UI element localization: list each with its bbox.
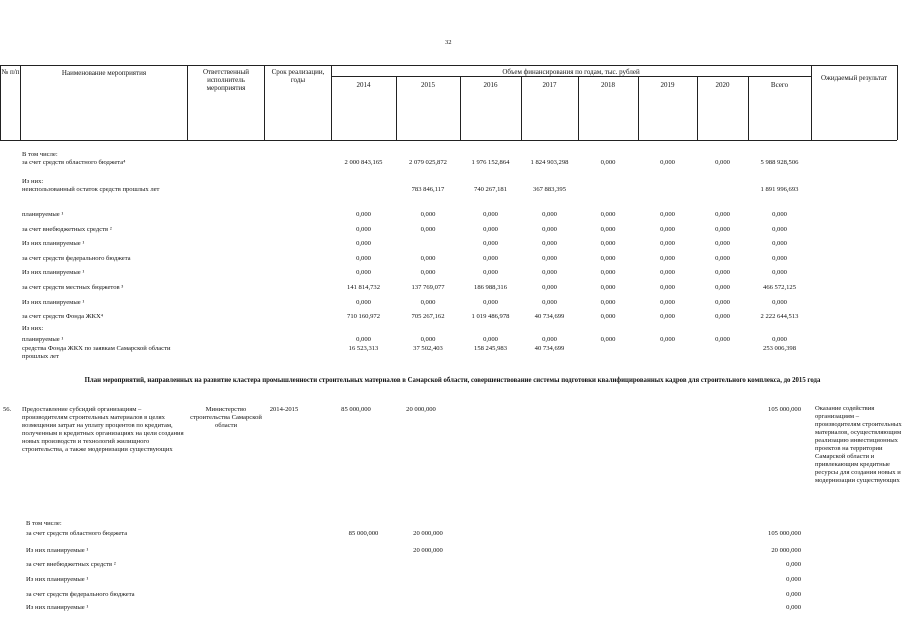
row-value: 0,000	[542, 211, 557, 218]
row-label: за счет средств федерального бюджета	[26, 591, 135, 598]
row-value: 0,000	[715, 269, 730, 277]
row-label: Из них планируемые ¹	[26, 576, 89, 583]
row-label: за счет средств Фонда ЖКХ⁴	[22, 313, 104, 321]
item-executor: Министерство строительства Самарской области	[190, 406, 262, 429]
row-value: 0,000	[660, 159, 675, 166]
row-value: 0,000	[483, 298, 498, 306]
item-result: Оказание содействия организациям – производителям строительных материалов, осуществляющим реализацию инвестиционных проектов на территории Самарской области и привлекающим кредитные ресурсы для создания новых и модернизации существующих	[815, 405, 902, 484]
row-label: за счет средств областного бюджета⁴	[22, 159, 126, 166]
row-value: 5 988 928,506	[760, 159, 799, 166]
row-label: средства Фонда ЖКХ по заявкам Самарской области прошлых лет	[22, 345, 171, 360]
row-value: 0,000	[356, 240, 371, 248]
row-value: 0,000	[772, 211, 787, 218]
row-total: 0,000	[786, 576, 801, 583]
row-value: 0,000	[420, 211, 436, 218]
col-name-header: Наименование мероприятия	[61, 69, 147, 77]
row-value: 0,000	[772, 254, 787, 262]
row-value: 0,000	[660, 313, 675, 321]
row-value: 0,000	[483, 269, 498, 277]
row-value: 0,000	[772, 269, 787, 277]
row-value: 37 502,403	[413, 345, 443, 352]
row-total: 0,000	[786, 591, 801, 598]
row-label: неиспользованный остаток средств прошлых лет	[22, 186, 160, 193]
row-value: 0,000	[600, 313, 616, 321]
row-value: 85 000,000	[348, 530, 379, 537]
col-finance-header: Объем финансирования по годам, тыс. рублей	[502, 68, 640, 76]
row-value: 0,000	[600, 298, 616, 306]
row-value: 158 245,983	[474, 345, 507, 352]
row-value: 2 222 644,513	[760, 313, 799, 321]
row-value: 0,000	[542, 336, 557, 343]
row-value: 0,000	[660, 298, 675, 306]
row-value: 0,000	[542, 298, 557, 306]
row-label: за счет внебюджетных средств ²	[22, 225, 112, 233]
row-label: В том числе:	[22, 151, 58, 158]
row-value: 0,000	[542, 225, 557, 233]
row-value: 466 572,125	[763, 284, 796, 291]
row-value: 0,000	[356, 211, 371, 218]
row-label: за счет средств федерального бюджета	[22, 254, 131, 262]
row-value: 0,000	[420, 298, 436, 306]
row-value: 0,000	[356, 254, 371, 262]
row-label: Из них планируемые ¹	[26, 547, 89, 554]
row-value: 1 019 486,978	[471, 313, 510, 321]
row-value: 0,000	[715, 159, 730, 166]
row-value: 0,000	[600, 284, 616, 291]
row-value: 740 267,181	[474, 186, 507, 193]
year-header: 2014	[356, 81, 371, 89]
row-value: 0,000	[420, 225, 436, 233]
row-value: 0,000	[660, 269, 675, 277]
row-value: 0,000	[600, 225, 616, 233]
row-value: 40 734,699	[534, 345, 565, 352]
row-label: за счет средств местных бюджетов ³	[22, 284, 124, 291]
row-value: 16 523,313	[348, 345, 379, 352]
row-value: 141 814,732	[347, 284, 380, 291]
row-value: 0,000	[715, 336, 730, 343]
row-value: 0,000	[660, 284, 675, 291]
row-value: 0,000	[542, 269, 557, 277]
row-value: 0,000	[600, 211, 616, 218]
row-value: 0,000	[660, 254, 675, 262]
row-value: 0,000	[660, 211, 675, 218]
row-label: планируемые ¹	[22, 211, 64, 218]
row-total: 0,000	[786, 561, 801, 568]
row-value: 0,000	[420, 254, 436, 262]
row-value: 0,000	[542, 284, 557, 291]
row-value: 0,000	[483, 211, 498, 218]
page-number: 32	[445, 39, 452, 46]
year-header: 2019	[660, 81, 675, 89]
row-value: 0,000	[715, 298, 730, 306]
row-value: 0,000	[542, 254, 557, 262]
row-value: 0,000	[356, 298, 371, 306]
row-total: 0,000	[786, 604, 801, 611]
row-value: 0,000	[715, 313, 730, 321]
row-value: 0,000	[660, 336, 675, 343]
row-value: 0,000	[772, 225, 787, 233]
row-value: 0,000	[660, 225, 675, 233]
row-value: 137 769,077	[411, 284, 445, 291]
row-value: 1 976 152,864	[471, 159, 510, 166]
row-value: 253 006,398	[763, 345, 796, 352]
row-value: 0,000	[660, 240, 675, 248]
row-value: 0,000	[715, 284, 730, 291]
row-value: 0,000	[772, 240, 787, 248]
col-result-header: Ожидаемый результат	[820, 74, 888, 82]
row-value: 0,000	[420, 269, 436, 277]
row-value: 0,000	[715, 240, 730, 248]
row-value: 40 734,699	[534, 313, 565, 321]
item-number: 56.	[3, 406, 12, 413]
row-value: 0,000	[356, 269, 371, 277]
row-value: 0,000	[715, 225, 730, 233]
row-label: Из них планируемые ¹	[22, 269, 85, 277]
col-num-header: № п/п	[1, 68, 20, 76]
row-value: 0,000	[420, 336, 436, 343]
row-value: 2 079 025,872	[409, 159, 447, 166]
col-term-header: Срок реализации, годы	[271, 68, 325, 84]
row-value: 0,000	[483, 225, 498, 233]
year-header: 2016	[483, 81, 498, 89]
row-value: 0,000	[600, 240, 616, 248]
row-label: Из них:	[22, 178, 44, 185]
row-label: Из них планируемые ¹	[22, 298, 85, 306]
year-header: 2015	[421, 81, 435, 89]
row-value: 367 883,395	[533, 186, 566, 193]
row-label: Из них планируемые ¹	[26, 604, 89, 611]
row-label: за счет средств областного бюджета	[26, 530, 128, 537]
item-name: Предоставление субсидий организациям – производителям строительных материалов в целях возмещения затрат на уплату процентов по кредитам, полученным в кредитных организациях на цели создания новых производств и технологий жилищного строительства, а также модернизации существующих	[22, 406, 184, 453]
row-value: 20 000,000	[413, 530, 443, 537]
year-header: 2020	[715, 81, 730, 89]
row-value: 710 160,972	[347, 313, 380, 321]
row-value: 0,000	[483, 336, 498, 343]
row-label: планируемые ¹	[22, 336, 64, 343]
row-value: 1 891 996,693	[760, 186, 799, 193]
row-total: 20 000,000	[771, 547, 801, 554]
row-value: 0,000	[483, 240, 498, 248]
row-label: Из них планируемые ¹	[22, 240, 85, 248]
row-total: 105 000,000	[768, 530, 801, 537]
row-value: 0,000	[772, 336, 787, 343]
year-header: Всего	[770, 81, 789, 89]
row-value: 0,000	[715, 211, 730, 218]
row-value: 0,000	[356, 336, 371, 343]
row-value: 0,000	[356, 225, 371, 233]
row-value: 0,000	[600, 254, 616, 262]
row-label: В том числе:	[26, 520, 62, 527]
section-title: План мероприятий, направленных на развитие кластера промышленности строительных материалов в Самарской области, совершенствование системы подготовки квалифицированных кадров для строительного комплекса, до 2015 года	[84, 377, 821, 384]
col-exec-header: Ответственный исполнитель мероприятия	[202, 68, 250, 92]
row-value: 1 824 903,298	[530, 159, 569, 166]
row-value: 0,000	[600, 159, 616, 166]
row-label: Из них:	[22, 325, 44, 332]
item-total: 105 000,000	[768, 406, 801, 413]
row-value: 705 267,162	[411, 313, 445, 321]
row-value: 0,000	[483, 254, 498, 262]
row-value: 0,000	[600, 269, 616, 277]
item-term: 2014-2015	[269, 406, 299, 413]
row-label: за счет внебюджетных средств ²	[26, 561, 116, 568]
year-header: 2017	[542, 81, 557, 89]
row-value: 2 000 843,165	[344, 159, 383, 166]
row-value: 0,000	[772, 298, 787, 306]
row-value: 0,000	[600, 336, 616, 343]
row-value: 783 846,117	[411, 186, 445, 193]
year-header: 2018	[601, 81, 615, 89]
item-value-2015: 20 000,000	[406, 406, 436, 413]
row-value: 186 988,316	[474, 284, 507, 291]
row-value: 0,000	[715, 254, 730, 262]
row-value: 20 000,000	[413, 547, 443, 554]
item-value-2014: 85 000,000	[341, 406, 371, 413]
row-value: 0,000	[542, 240, 557, 248]
